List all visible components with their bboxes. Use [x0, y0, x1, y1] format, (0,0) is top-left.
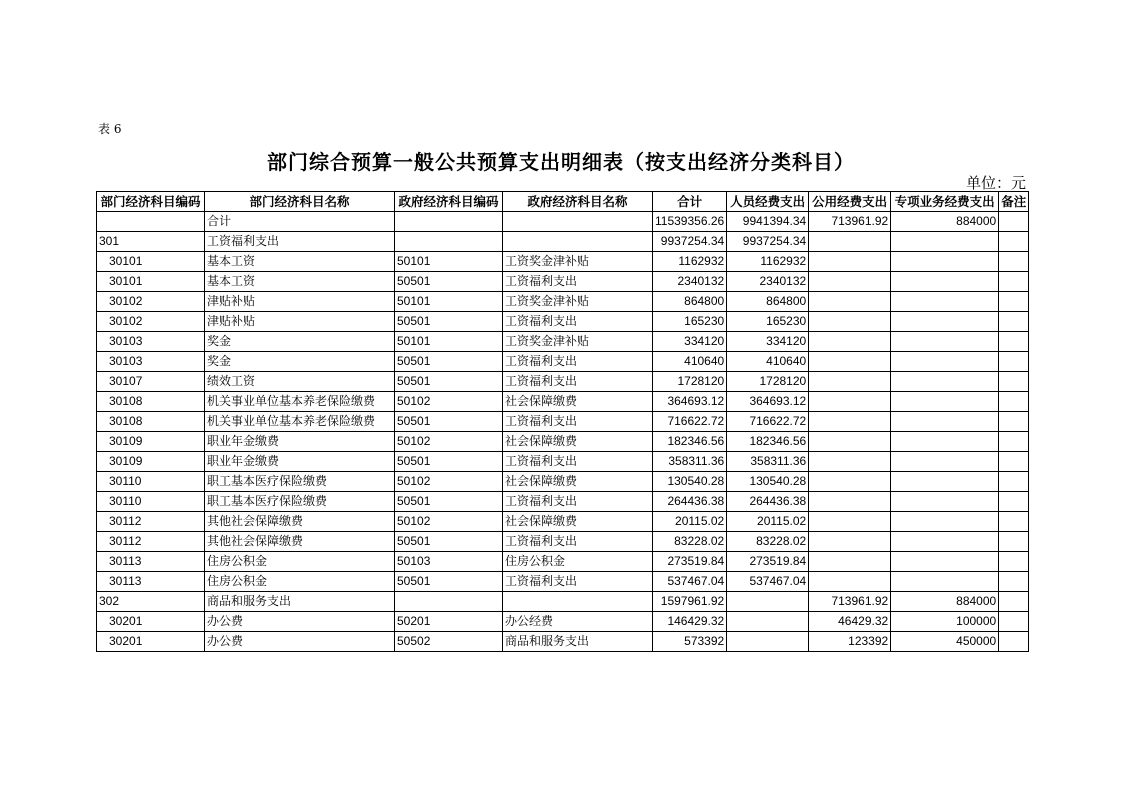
cell-gov-name: 社会保障缴费 [503, 512, 653, 532]
cell-public: 123392 [809, 632, 891, 652]
cell-public [809, 372, 891, 392]
cell-gov-code: 50501 [395, 532, 503, 552]
cell-note [999, 532, 1029, 552]
cell-note [999, 492, 1029, 512]
cell-total: 9937254.34 [653, 232, 727, 252]
table-row [97, 452, 1029, 472]
cell-gov-code: 50102 [395, 392, 503, 412]
cell-special [891, 472, 999, 492]
cell-personnel: 364693.12 [727, 392, 809, 412]
cell-gov-name [503, 232, 653, 252]
cell-gov-name: 工资奖金津补贴 [503, 332, 653, 352]
cell-personnel: 130540.28 [727, 472, 809, 492]
cell-note [999, 252, 1029, 272]
cell-dept-name: 基本工资 [205, 272, 395, 292]
cell-dept-code: 30112 [97, 532, 205, 552]
cell-note [999, 292, 1029, 312]
table-row [97, 572, 1029, 592]
cell-personnel: 9941394.34 [727, 212, 809, 232]
cell-public [809, 412, 891, 432]
cell-dept-name: 住房公积金 [205, 572, 395, 592]
cell-special [891, 432, 999, 452]
cell-public [809, 452, 891, 472]
cell-personnel: 1728120 [727, 372, 809, 392]
cell-note [999, 412, 1029, 432]
table-row [97, 272, 1029, 292]
header-public: 公用经费支出 [809, 192, 891, 212]
table-row [97, 532, 1029, 552]
cell-note [999, 472, 1029, 492]
cell-special: 884000 [891, 212, 999, 232]
cell-special [891, 572, 999, 592]
cell-gov-name: 工资福利支出 [503, 352, 653, 372]
cell-special [891, 452, 999, 472]
cell-personnel: 334120 [727, 332, 809, 352]
cell-personnel: 20115.02 [727, 512, 809, 532]
cell-dept-code: 30108 [97, 412, 205, 432]
cell-gov-code: 50101 [395, 332, 503, 352]
cell-gov-name: 工资奖金津补贴 [503, 252, 653, 272]
cell-dept-name: 绩效工资 [205, 372, 395, 392]
cell-personnel: 1162932 [727, 252, 809, 272]
cell-special [891, 332, 999, 352]
header-gov-code: 政府经济科目编码 [395, 192, 503, 212]
cell-gov-code: 50501 [395, 372, 503, 392]
table-row [97, 592, 1029, 612]
cell-special [891, 292, 999, 312]
cell-note [999, 272, 1029, 292]
cell-gov-name: 工资奖金津补贴 [503, 292, 653, 312]
cell-public [809, 292, 891, 312]
cell-dept-name: 机关事业单位基本养老保险缴费 [205, 392, 395, 412]
cell-dept-code: 30102 [97, 312, 205, 332]
table-row [97, 232, 1029, 252]
cell-dept-name: 基本工资 [205, 252, 395, 272]
table-row [97, 392, 1029, 412]
cell-note [999, 572, 1029, 592]
cell-dept-code: 30113 [97, 552, 205, 572]
cell-dept-code: 30101 [97, 272, 205, 292]
cell-gov-code: 50501 [395, 312, 503, 332]
cell-personnel: 410640 [727, 352, 809, 372]
cell-gov-name: 工资福利支出 [503, 572, 653, 592]
cell-note [999, 392, 1029, 412]
cell-gov-code: 50102 [395, 432, 503, 452]
cell-gov-code: 50102 [395, 512, 503, 532]
cell-dept-name: 机关事业单位基本养老保险缴费 [205, 412, 395, 432]
cell-gov-name [503, 592, 653, 612]
cell-gov-name: 工资福利支出 [503, 372, 653, 392]
cell-personnel: 358311.36 [727, 452, 809, 472]
cell-total: 364693.12 [653, 392, 727, 412]
cell-personnel: 182346.56 [727, 432, 809, 452]
table-row [97, 612, 1029, 632]
cell-personnel: 716622.72 [727, 412, 809, 432]
cell-gov-name: 工资福利支出 [503, 272, 653, 292]
cell-special [891, 372, 999, 392]
cell-dept-name: 办公费 [205, 612, 395, 632]
table-row [97, 332, 1029, 352]
cell-gov-code: 50502 [395, 632, 503, 652]
cell-dept-name: 津贴补贴 [205, 292, 395, 312]
cell-dept-code [97, 212, 205, 232]
cell-gov-name: 社会保障缴费 [503, 432, 653, 452]
cell-total: 573392 [653, 632, 727, 652]
cell-note [999, 212, 1029, 232]
cell-dept-name: 办公费 [205, 632, 395, 652]
cell-public [809, 272, 891, 292]
cell-gov-name [503, 212, 653, 232]
cell-total: 1728120 [653, 372, 727, 392]
cell-gov-name: 工资福利支出 [503, 492, 653, 512]
cell-public [809, 352, 891, 372]
cell-gov-name: 工资福利支出 [503, 452, 653, 472]
header-gov-name: 政府经济科目名称 [503, 192, 653, 212]
cell-total: 165230 [653, 312, 727, 332]
cell-gov-name: 办公经费 [503, 612, 653, 632]
cell-dept-name: 奖金 [205, 332, 395, 352]
cell-total: 410640 [653, 352, 727, 372]
header-dept-code: 部门经济科目编码 [97, 192, 205, 212]
cell-personnel: 9937254.34 [727, 232, 809, 252]
cell-dept-code: 30201 [97, 612, 205, 632]
cell-note [999, 512, 1029, 532]
cell-public: 713961.92 [809, 592, 891, 612]
cell-dept-code: 301 [97, 232, 205, 252]
cell-gov-name: 工资福利支出 [503, 532, 653, 552]
table-row [97, 512, 1029, 532]
cell-gov-name: 社会保障缴费 [503, 392, 653, 412]
cell-dept-code: 30109 [97, 452, 205, 472]
cell-public: 46429.32 [809, 612, 891, 632]
cell-gov-code: 50501 [395, 452, 503, 472]
cell-special [891, 532, 999, 552]
cell-special: 884000 [891, 592, 999, 612]
cell-dept-name: 职业年金缴费 [205, 452, 395, 472]
cell-gov-name: 工资福利支出 [503, 312, 653, 332]
cell-total: 1597961.92 [653, 592, 727, 612]
cell-dept-code: 30110 [97, 492, 205, 512]
table-row [97, 292, 1029, 312]
cell-note [999, 312, 1029, 332]
cell-note [999, 452, 1029, 472]
cell-dept-name: 津贴补贴 [205, 312, 395, 332]
table-row [97, 492, 1029, 512]
table-row [97, 352, 1029, 372]
table-row [97, 252, 1029, 272]
cell-dept-name: 合计 [205, 212, 395, 232]
cell-special [891, 272, 999, 292]
cell-note [999, 552, 1029, 572]
cell-gov-code: 50201 [395, 612, 503, 632]
cell-special [891, 252, 999, 272]
table-row [97, 632, 1029, 652]
cell-total: 716622.72 [653, 412, 727, 432]
cell-public [809, 392, 891, 412]
cell-gov-code [395, 592, 503, 612]
cell-total: 264436.38 [653, 492, 727, 512]
cell-gov-code: 50102 [395, 472, 503, 492]
cell-dept-name: 职工基本医疗保险缴费 [205, 472, 395, 492]
cell-personnel: 864800 [727, 292, 809, 312]
table-row [97, 552, 1029, 572]
table-row [97, 372, 1029, 392]
cell-gov-code [395, 232, 503, 252]
cell-public [809, 572, 891, 592]
cell-public [809, 512, 891, 532]
cell-gov-name: 商品和服务支出 [503, 632, 653, 652]
cell-dept-name: 职工基本医疗保险缴费 [205, 492, 395, 512]
cell-dept-code: 30108 [97, 392, 205, 412]
cell-total: 864800 [653, 292, 727, 312]
table-row [97, 472, 1029, 492]
cell-personnel [727, 592, 809, 612]
cell-special [891, 312, 999, 332]
cell-personnel: 264436.38 [727, 492, 809, 512]
cell-total: 11539356.26 [653, 212, 727, 232]
table-row [97, 432, 1029, 452]
cell-gov-code: 50501 [395, 352, 503, 372]
page-title: 部门综合预算一般公共预算支出明细表（按支出经济分类科目） [267, 150, 855, 174]
cell-gov-code: 50501 [395, 492, 503, 512]
cell-note [999, 632, 1029, 652]
cell-dept-name: 其他社会保障缴费 [205, 532, 395, 552]
cell-personnel [727, 632, 809, 652]
cell-note [999, 232, 1029, 252]
cell-personnel: 273519.84 [727, 552, 809, 572]
cell-total: 146429.32 [653, 612, 727, 632]
unit-label: 单位：元 [965, 174, 1026, 192]
table-row [97, 412, 1029, 432]
cell-dept-code: 30107 [97, 372, 205, 392]
cell-special [891, 412, 999, 432]
cell-public [809, 332, 891, 352]
cell-note [999, 352, 1029, 372]
cell-total: 334120 [653, 332, 727, 352]
cell-note [999, 432, 1029, 452]
cell-total: 182346.56 [653, 432, 727, 452]
cell-special: 100000 [891, 612, 999, 632]
cell-gov-code: 50103 [395, 552, 503, 572]
cell-total: 83228.02 [653, 532, 727, 552]
cell-personnel: 165230 [727, 312, 809, 332]
budget-table [96, 191, 1029, 652]
table-row [97, 312, 1029, 332]
cell-public [809, 312, 891, 332]
cell-gov-name: 住房公积金 [503, 552, 653, 572]
cell-personnel: 537467.04 [727, 572, 809, 592]
cell-gov-code: 50501 [395, 572, 503, 592]
cell-public [809, 232, 891, 252]
cell-gov-code: 50101 [395, 292, 503, 312]
cell-dept-code: 30103 [97, 332, 205, 352]
cell-special [891, 392, 999, 412]
cell-special [891, 552, 999, 572]
cell-dept-name: 商品和服务支出 [205, 592, 395, 612]
cell-note [999, 332, 1029, 352]
header-dept-name: 部门经济科目名称 [205, 192, 395, 212]
cell-dept-code: 30103 [97, 352, 205, 372]
cell-dept-code: 302 [97, 592, 205, 612]
cell-public [809, 532, 891, 552]
cell-gov-code [395, 212, 503, 232]
cell-special [891, 492, 999, 512]
cell-dept-code: 30109 [97, 432, 205, 452]
cell-dept-name: 奖金 [205, 352, 395, 372]
cell-dept-name: 其他社会保障缴费 [205, 512, 395, 532]
cell-dept-name: 职业年金缴费 [205, 432, 395, 452]
cell-dept-name: 住房公积金 [205, 552, 395, 572]
cell-gov-name: 工资福利支出 [503, 412, 653, 432]
cell-total: 273519.84 [653, 552, 727, 572]
header-note: 备注 [999, 192, 1029, 212]
cell-public [809, 552, 891, 572]
table-body [97, 212, 1029, 652]
cell-gov-name: 社会保障缴费 [503, 472, 653, 492]
cell-public: 713961.92 [809, 212, 891, 232]
cell-personnel: 83228.02 [727, 532, 809, 552]
cell-note [999, 592, 1029, 612]
cell-gov-code: 50501 [395, 272, 503, 292]
cell-total: 2340132 [653, 272, 727, 292]
cell-note [999, 372, 1029, 392]
cell-gov-code: 50501 [395, 412, 503, 432]
cell-public [809, 472, 891, 492]
cell-note [999, 612, 1029, 632]
header-special: 专项业务经费支出 [891, 192, 999, 212]
cell-personnel [727, 612, 809, 632]
cell-total: 358311.36 [653, 452, 727, 472]
table-row [97, 212, 1029, 232]
cell-dept-code: 30112 [97, 512, 205, 532]
table-header-row [97, 192, 1029, 212]
cell-special: 450000 [891, 632, 999, 652]
cell-dept-code: 30110 [97, 472, 205, 492]
cell-dept-code: 30101 [97, 252, 205, 272]
cell-dept-code: 30102 [97, 292, 205, 312]
cell-special [891, 232, 999, 252]
cell-total: 20115.02 [653, 512, 727, 532]
cell-total: 1162932 [653, 252, 727, 272]
cell-public [809, 492, 891, 512]
cell-total: 130540.28 [653, 472, 727, 492]
cell-public [809, 432, 891, 452]
cell-gov-code: 50101 [395, 252, 503, 272]
cell-special [891, 352, 999, 372]
cell-dept-code: 30113 [97, 572, 205, 592]
cell-public [809, 252, 891, 272]
table-number-label: 表 6 [98, 122, 122, 136]
header-personnel: 人员经费支出 [727, 192, 809, 212]
cell-dept-code: 30201 [97, 632, 205, 652]
cell-dept-name: 工资福利支出 [205, 232, 395, 252]
header-total: 合计 [653, 192, 727, 212]
cell-personnel: 2340132 [727, 272, 809, 292]
cell-total: 537467.04 [653, 572, 727, 592]
cell-special [891, 512, 999, 532]
